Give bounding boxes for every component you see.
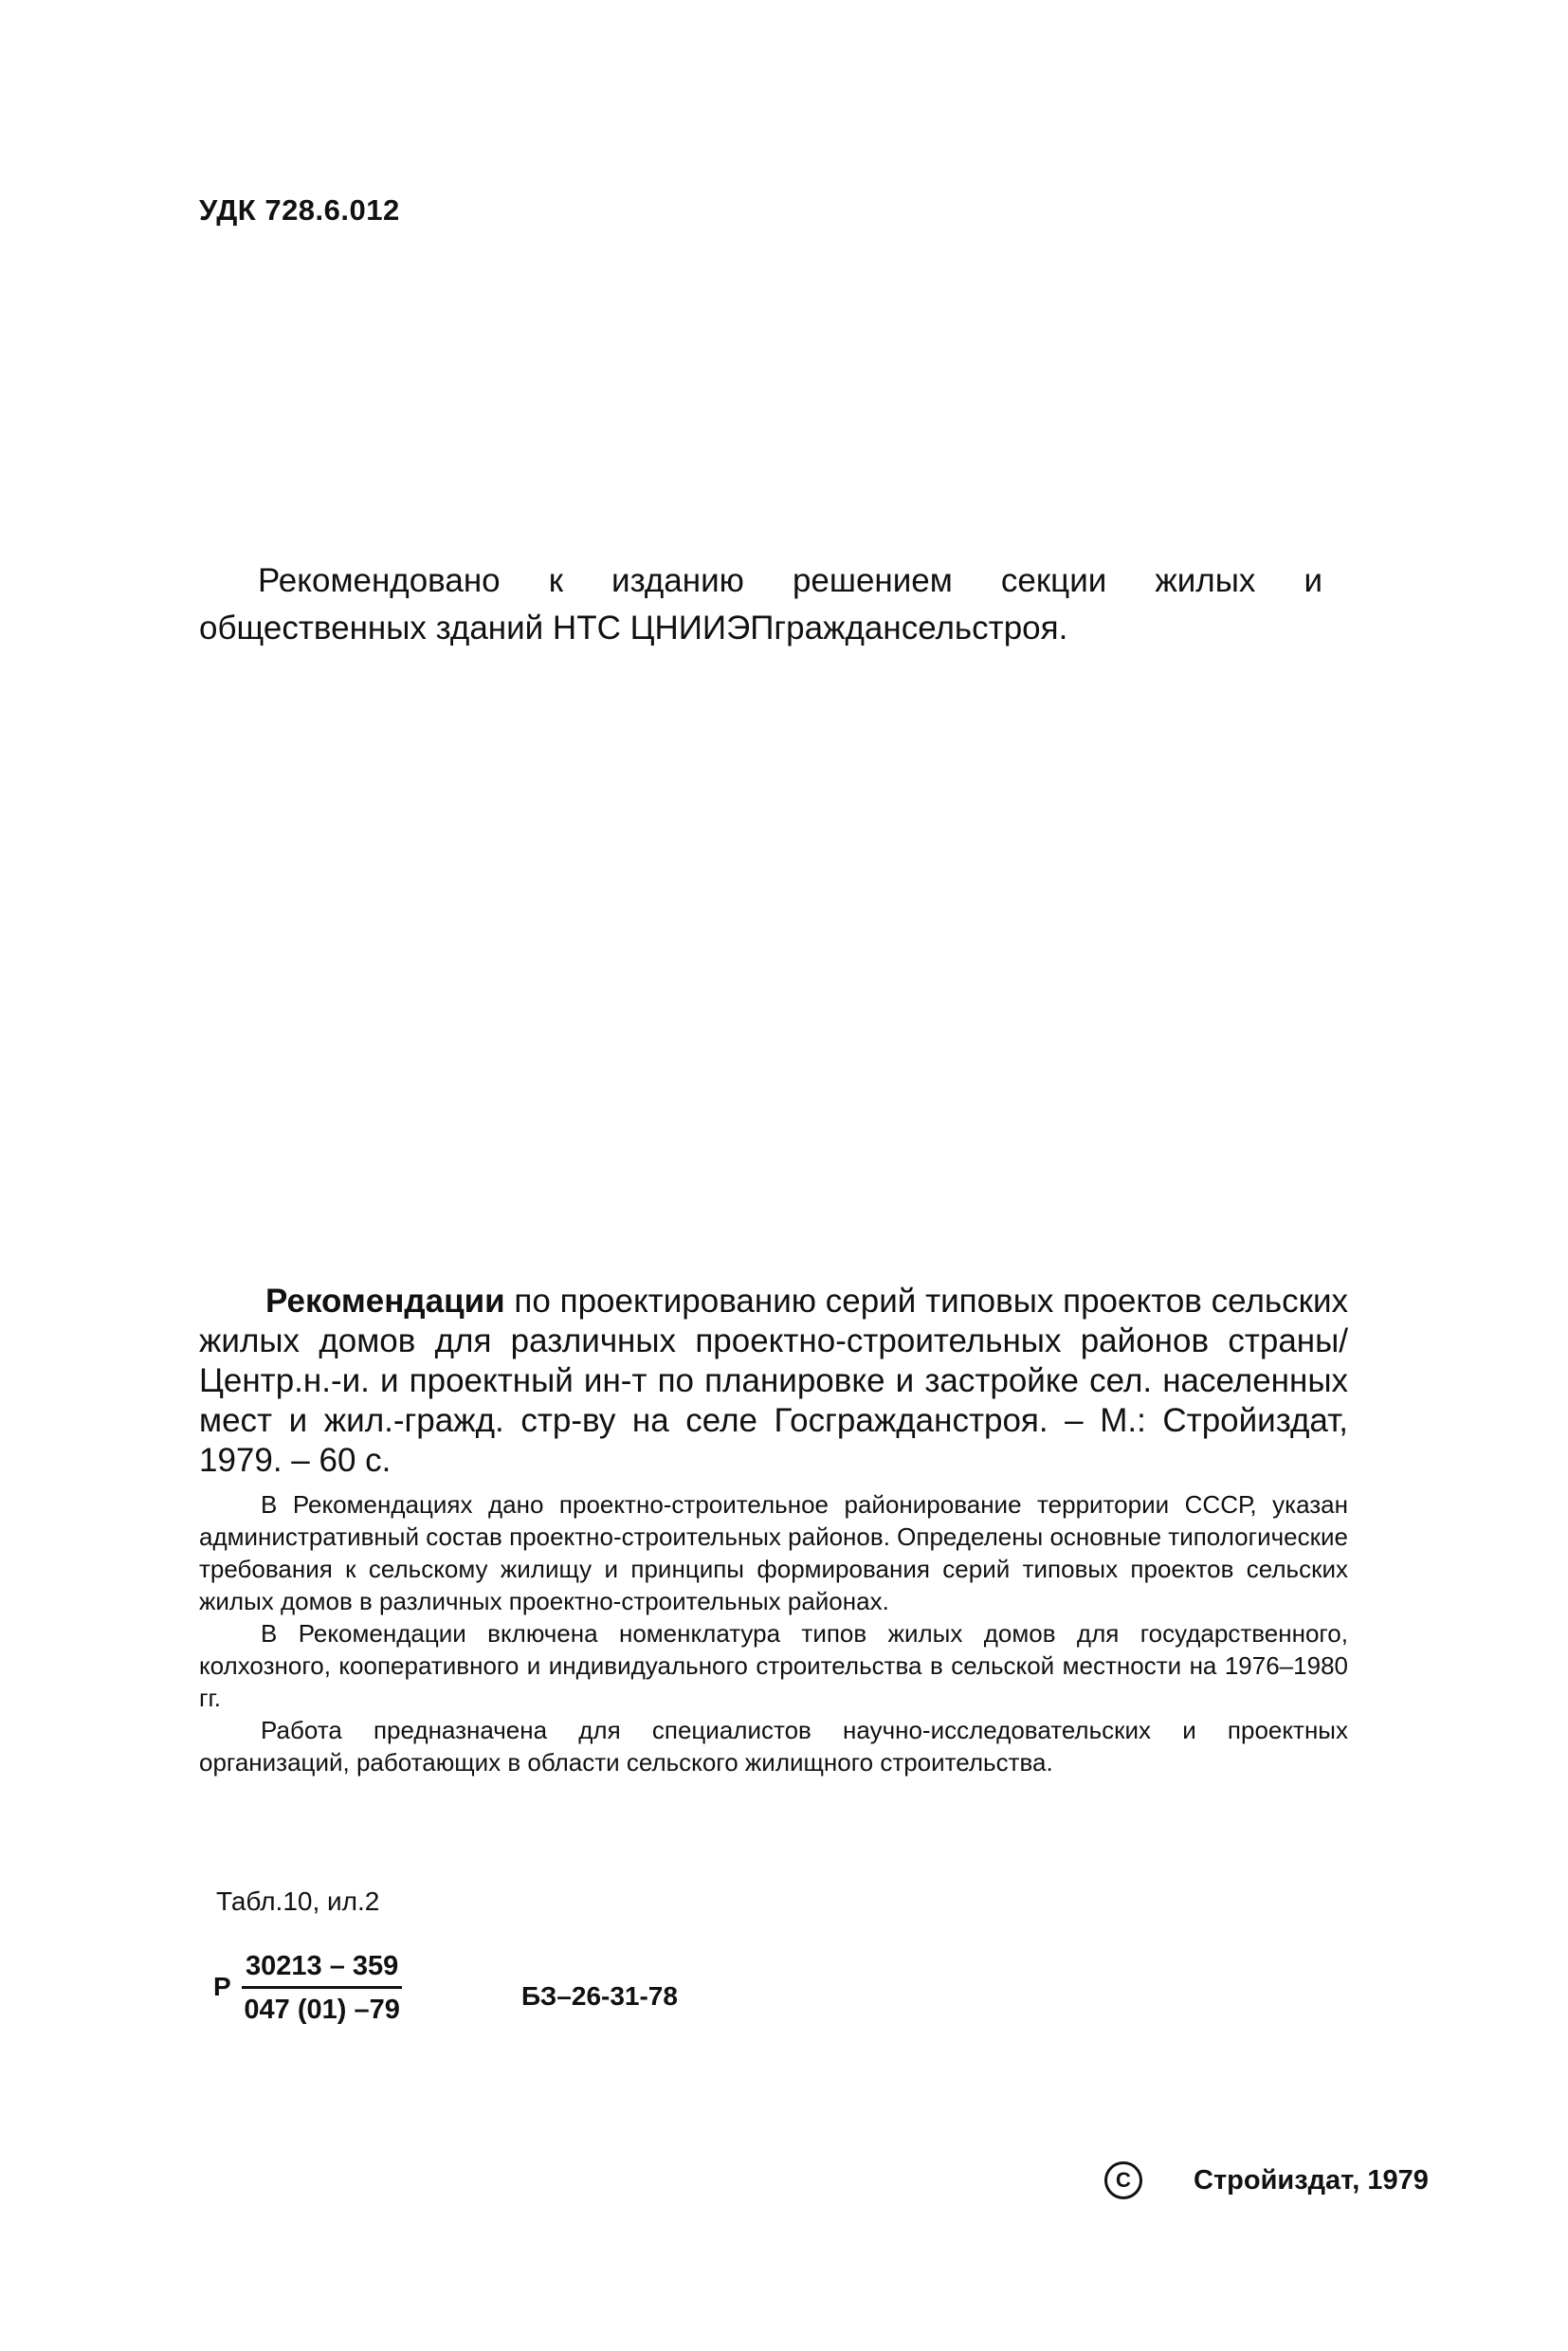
udk-code: УДК 728.6.012 bbox=[199, 193, 400, 227]
publication-recommendation: Рекомендовано к изданию решением секции жилых и общественных зданий НТС ЦНИИЭПграждансельстроя. bbox=[199, 562, 1322, 647]
bibliographic-title: Рекомендации bbox=[265, 1283, 505, 1320]
bibliographic-description bbox=[199, 1282, 1348, 1481]
annotation-paragraph: Работа предназначена для специалистов научно-исследовательских и проектных организаций, работающих в области сельского жилищного строительства. bbox=[199, 1716, 1348, 1777]
tables-illustrations-count: Табл.10, ил.2 bbox=[216, 1886, 380, 1916]
copyright-text: Стройиздат, 1979 bbox=[1194, 2164, 1429, 2196]
catalog-prefix: Р bbox=[213, 1972, 231, 2001]
catalog-denominator: 047 (01) –79 bbox=[244, 1995, 400, 2025]
annotation-paragraph: В Рекомендациях дано проектно-строительное районирование территории СССР, указан административный состав проектно-строительных районов. Определены основные типологические требования к сельскому жилищу и принципы формирования серий типовых проектов сельских жилых домов в различных проектно-строительных районах. bbox=[199, 1490, 1348, 1615]
copyright-line bbox=[1104, 2161, 1429, 2199]
annotation bbox=[199, 1488, 1348, 1778]
bz-code: БЗ–26-31-78 bbox=[521, 1981, 678, 2011]
catalog-numerator: 30213 – 359 bbox=[242, 1951, 402, 1989]
annotation-paragraph: В Рекомендации включена номенклатура типов жилых домов для государственного, колхозного, кооперативного и индивидуального строительства в сельской местности на 1976–1980 гг. bbox=[199, 1619, 1348, 1712]
catalog-fraction bbox=[242, 1951, 402, 2026]
copyright-icon: С bbox=[1104, 2161, 1142, 2199]
bibliographic-text: по проектированию серий типовых проектов сельских жилых домов для различных проектно-строительных районов страны/Центр.н.-и. и проектный ин-т по планировке и застройке сел. населенных мест и жил.-гражд. стр-ву на селе Госгражданстроя. – М.: Стройиздат, 1979. – 60 с. bbox=[199, 1283, 1348, 1479]
